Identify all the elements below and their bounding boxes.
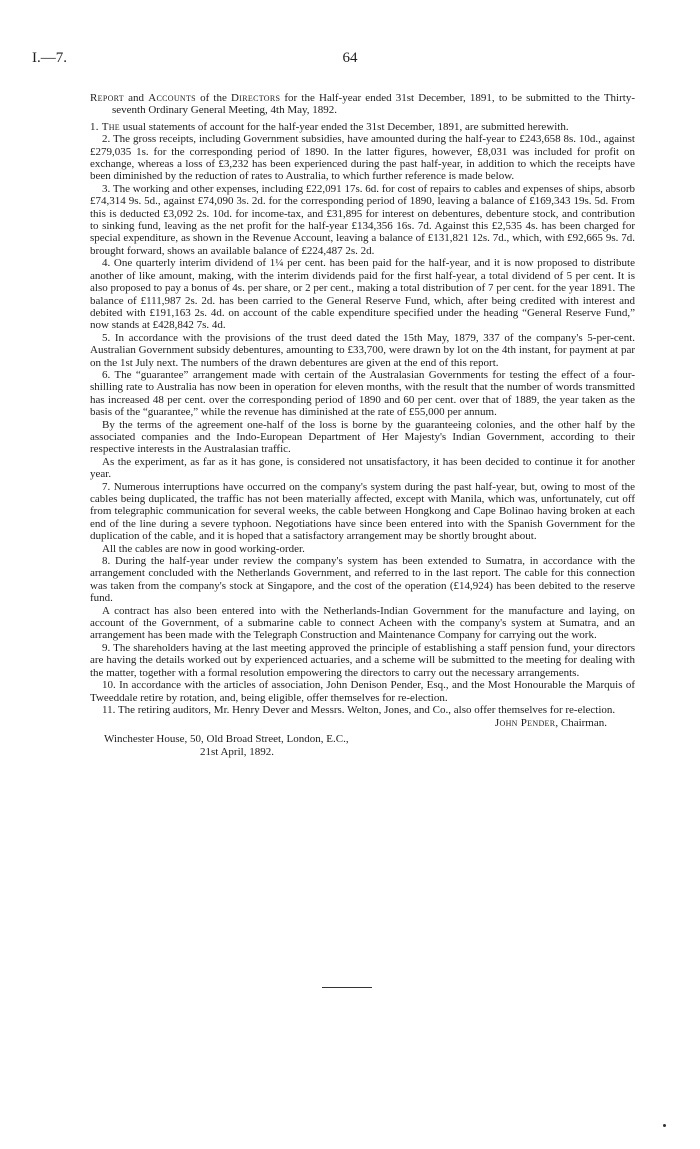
paragraph-6-experiment: As the experiment, as far as it has gone, is considered not unsatisfactory, it has been decided to continue it for another year. [90, 455, 635, 481]
title-rest: for the Half-year ended 31st December, 1891, to be submitted to the Thirty-seventh Ordinary General Meeting, 4th May, 1892. [112, 92, 635, 117]
paper-reference: I.—7. [32, 50, 67, 66]
page-number: 64 [342, 50, 358, 66]
paragraph-6-agreement: By the terms of the agreement one-half of the loss is borne by the guaranteeing colonies, and the other half by the associated companies and the Indo-European Department of Her Majesty's Indian Government, according to their respective interests in the Australasian traffic. [90, 418, 635, 456]
title-directors-word: Directors [231, 92, 281, 104]
paragraph-1 [90, 121, 635, 133]
report-title [90, 92, 635, 117]
paragraph-9: 9. The shareholders having at the last meeting approved the principle of establishing a staff pension fund, your directors are having the details worked out by experienced actuaries, and a scheme will be submitted to the meeting for dealing with the matter, together with a formal resolution empowering the directors to carry out the necessary arrangements. [90, 641, 635, 679]
paragraph-6: 6. The “guarantee” arrangement made with certain of the Australasian Governments for testing the effect of a four-shilling rate to Australia has now been in operation for eleven months, with the result that the number of words transmitted has increased 48 per cent. over the corresponding period of 1890 and 60 per cent. over that of 1889, the year taken as the basis of the “guarantee,” while the revenue has diminished at the rate of £55,000 per annum. [90, 368, 635, 419]
title-accounts-word: Accounts [148, 92, 196, 104]
paragraph-5: 5. In accordance with the provisions of the trust deed dated the 15th May, 1879, 337 of the company's 5-per-cent. Australian Government subsidy debentures, amounting to £33,700, were drawn by lot on the 4th instant, for payment at par on the 1st July next. The numbers of the drawn debentures are given at the end of this report. [90, 331, 635, 369]
title-of-the: of the [195, 92, 232, 104]
paragraph-8-contract: A contract has also been entered into with the Netherlands-Indian Government for the manufacture and laying, on account of the Government, of a submarine cable to connect Acheen with the company's system at Sumatra, and an arrangement has been made with the Telegraph Construction and Maintenance Company for carrying out the work. [90, 604, 635, 642]
paragraph-8: 8. During the half-year under review the company's system has been extended to Sumatra, in accordance with the arrangement concluded with the Netherlands Government, and referred to in the last report. The cable for this connection was taken from the company's stock at Singapore, and the cost of the operation (£14,924) has been debited to the reserve fund. [90, 555, 635, 605]
title-and: and [124, 92, 149, 104]
title-report-word: Report [90, 92, 124, 104]
paragraph-11: 11. The retiring auditors, Mr. Henry Dever and Messrs. Welton, Jones, and Co., also offer themselves for re-election. [102, 703, 616, 716]
paragraph-7: 7. Numerous interruptions have occurred on the company's system during the past half-year, but, owing to most of the cables being duplicated, the traffic has not been materially affected, except with Manila, which was, unfortunately, cut off from telegraphic communication for several weeks, the cable between Hongkong and Cape Bolinao having broken at each end of the line during a severe typhoon. Negotiations have since been entered into with the Spanish Government for the duplication of the cable, and it is hoped that a satisfactory arrangement may be shortly brought about. [90, 480, 635, 543]
signatory-name: John Pender [494, 717, 556, 730]
paragraph-3: 3. The working and other expenses, including £22,091 17s. 6d. for cost of repairs to cables and expenses of ships, absorb £74,314 9s. 5d., against £74,090 3s. 2d. for the corresponding period of 1890, leaving a balance of £169,343 19s. 5d. From this is deducted £3,092 2s. 10d. for income-tax, and £31,895 for interest on debentures, debenture stock, and contribution to sinking fund, leaving as the net profit for the half-year £134,356 16s. 7d. Against this £2,535 4s. has been charged for special expenditure, as shown in the Revenue Account, leaving a balance of £131,821 12s. 7d., which, with £92,665 9s. 7d. brought forward, shows an available balance of £224,487 2s. 2d. [90, 182, 635, 257]
paragraph-10: 10. In accordance with the articles of association, John Denison Pender, Esq., and the Most Honourable the Marquis of Tweeddale retire by rotation, and, being eligible, offer themselves for re-election. [90, 679, 635, 704]
report-body [90, 92, 635, 759]
page-mark [663, 1124, 666, 1127]
date-line: 21st April, 1892. [200, 745, 274, 758]
address-block [90, 733, 635, 759]
address-line: Winchester House, 50, Old Broad Street, London, E.C., [104, 732, 349, 745]
signatory-role: , Chairman. [555, 717, 607, 730]
paragraph-7-cables: All the cables are now in good working-order. [102, 542, 305, 555]
paragraph-2: 2. The gross receipts, including Government subsidies, have amounted during the half-year to £243,658 8s. 10d., against £279,035 1s. for the corresponding period of 1890. In the latter figures, however, £8,031 was included for profit on exchange, whereas a loss of £3,232 has been experienced during the past half-year, in addition to which the receipts have been diminished by the reduction of rates to Australia, to which further reference is made below. [90, 133, 635, 183]
section-divider [322, 987, 372, 988]
paragraph-1-lead: 1. The [90, 120, 120, 133]
paragraph-1-text: usual statements of account for the half-year ended the 31st December, 1891, are submitted herewith. [120, 120, 569, 133]
paragraph-4: 4. One quarterly interim dividend of 1¼ per cent. has been paid for the half-year, and it is now proposed to distribute another of like amount, making, with the interim dividends paid for the first half-year, a total dividend of 5 per cent. It is also proposed to pay a bonus of 4s. per share, or 2 per cent., making a total distribution of 7 per cent. for the year 1891. The balance of £111,987 2s. 2d. has been carried to the General Reserve Fund, which, after being credited with interest and debited with £191,163 2s. 4d. on account of the cable expenditure specified under the heading “General Reserve Fund,” now stands at £428,842 7s. 4d. [90, 257, 635, 332]
signature [90, 717, 635, 729]
